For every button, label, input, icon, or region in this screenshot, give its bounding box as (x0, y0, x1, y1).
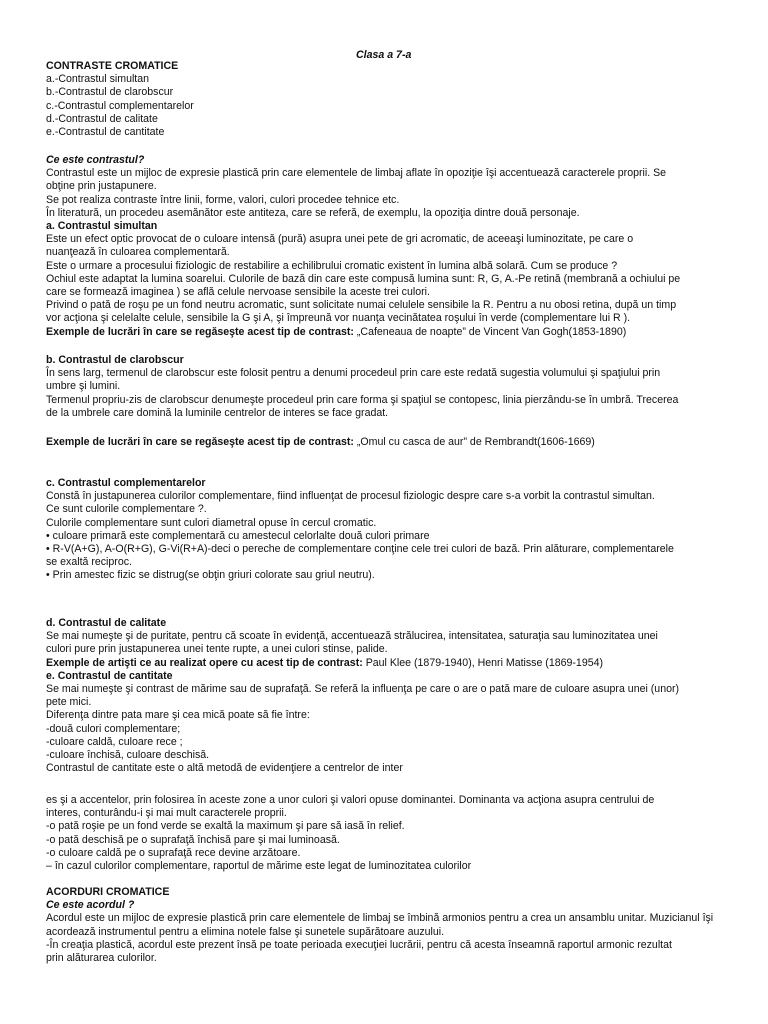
text-line: Este un efect optic provocat de o culoare intensă (pură) asupra unei pete de gri acromatic, de aceeaşi luminozitate, pe care o (46, 233, 634, 246)
contrast-item: a.-Contrastul simultan (46, 73, 150, 86)
text-line: interes, conturându-i şi mai mult caracterele proprii. (46, 807, 287, 820)
text-line: Privind o pată de roşu pe un fond neutru acromatic, sunt solicitate numai celulele sensibile la R. Pentru a nu obosi retina, după un timp (46, 299, 677, 312)
example-text: Paul Klee (1879-1940), Henri Matisse (1869-1954) (362, 656, 604, 669)
contrast-item: d.-Contrastul de calitate (46, 112, 158, 125)
text-line: În sens larg, termenul de clarobscur este folosit pentru a denumi procedeul prin care este redată sugestia volumului şi spaţiului prin (46, 367, 661, 380)
section-d-heading: d. Contrastul de calitate (46, 617, 167, 629)
contrast-item: b.-Contrastul de clarobscur (46, 86, 174, 99)
example-label: Exemple de lucrări în care se regăseşte acest tip de contrast: (46, 436, 354, 448)
text-line: acordează instrumentul pentru a elimina notele false şi sunetele supărătoare auzului. (46, 925, 445, 938)
text-line: vor acţiona şi celelalte celule, sensibile la G şi A, şi împreună vor nuanţa vecinătatea roşului în verde (complementare lui R ). (46, 312, 631, 325)
text-line: Se mai numeşte şi de puritate, pentru că scoate în evidenţă, accentuează strălucirea, intensitatea, saturaţia sau luminozitatea unei (46, 630, 658, 643)
text-line: Termenul propriu-zis de clarobscur denumeşte procedeul prin care forma şi spaţiul se contopesc, linia pierzându-se în umbră. Trecerea (46, 393, 679, 406)
section-a-example (46, 326, 722, 339)
acorduri-section (46, 886, 722, 965)
text-line: care se formează imaginea ) se află celule nervoase sensibile la aceste trei culori. (46, 286, 430, 299)
text-line: Se mai numeşte şi contrast de mărime sau de suprafaţă. Se referă la influenţa pe care o are o pată mare de culoare asupra unei (unor) (46, 683, 680, 696)
text-line: • culoare primară este complementară cu amestecul celorlalte două culori primare (46, 529, 430, 542)
example-text: „Cafeneaua de noapte” de Vincent Van Gogh(1853-1890) (353, 325, 627, 338)
intro-section (46, 154, 722, 339)
class-title: Clasa a 7-a (356, 49, 412, 61)
text-line: umbre şi lumini. (46, 380, 121, 393)
text-line: -În creaţia plastică, acordul este prezent însă pe toate perioada execuţiei lucrării, pentru că acesta înseamnă raportul armonic rezultat (46, 938, 672, 951)
text-line: obţine prin justapunere. (46, 180, 157, 193)
text-line: -o pată roşie pe un fond verde se exaltă la maximum şi pare să iasă în relief. (46, 820, 405, 833)
text-line: Diferenţa dintre pata mare şi cea mică poate să fie între: (46, 709, 310, 722)
section-e-continued (46, 794, 722, 873)
acorduri-heading: ACORDURI CROMATICE (46, 886, 170, 898)
text-line: În literatură, un procedeu asemănător este antiteza, care se referă, de exemplu, la opoziţia dintre două personaje. (46, 206, 580, 219)
contrasts-heading: CONTRASTE CROMATICE (46, 60, 179, 72)
text-line: Constă în justapunerea culorilor complementare, fiind influenţat de procesul fiziologic despre care s-a vorbit la contrastul simultan. (46, 490, 655, 503)
text-line: Culorile complementare sunt culori diametral opuse în cercul cromatic. (46, 516, 377, 529)
text-line: Contrastul este un mijloc de expresie plastică prin care elementele de limbaj aflate în opoziţie îşi accentuează caracterele proprii. Se (46, 167, 667, 180)
section-e-heading: e. Contrastul de cantitate (46, 669, 173, 682)
text-line: Este o urmare a procesului fiziologic de restabilire a echilibrului cromatic existent în lumina albă solară. Cum se produce ? (46, 259, 618, 272)
text-line: -o pată deschisă pe o suprafaţă închisă pare şi mai luminoasă. (46, 833, 340, 846)
acorduri-question: Ce este acordul ? (46, 899, 135, 912)
text-line: -o culoare caldă pe o suprafaţă rece devine arzătoare. (46, 846, 301, 859)
section-b-heading: b. Contrastul de clarobscur (46, 354, 184, 366)
text-line: de la umbrele care domină la luminile centrelor de interes se face gradat. (46, 406, 389, 419)
example-text: „Omul cu casca de aur” de Rembrandt(1606-1669) (353, 436, 595, 448)
text-line: Contrastul de cantitate este o altă metodă de evidenţiere a centrelor de inter (46, 762, 403, 775)
example-label: Exemple de artişti ce au realizat opere cu acest tip de contrast: (46, 656, 363, 669)
text-line: Ce sunt culorile complementare ?. (46, 503, 207, 516)
section-b-example (46, 436, 722, 449)
text-line: Ochiul este adaptat la lumina soarelui. Culorile de bază din care este compusă lumina sunt: R, G, A.-Pe retină (membrană a ochiului pe (46, 272, 681, 285)
text-line: -două culori complementare; (46, 722, 181, 735)
text-line: se exaltă reciproc. (46, 556, 132, 569)
contrasts-list (46, 60, 722, 139)
text-line: culori pure prin justapunerea unei tente rupte, a unei culori stinse, palide. (46, 643, 388, 656)
text-line: • R-V(A+G), A-O(R+G), G-Vi(R+A)-deci o pereche de complementare conţine cele trei culori de bază. Prin alăturare, complementarele (46, 543, 674, 556)
section-c-heading: c. Contrastul complementarelor (46, 477, 206, 489)
text-line: • Prin amestec fizic se distrug(se obţin griuri colorate sau griul neutru). (46, 569, 375, 582)
section-c (46, 477, 722, 583)
text-line: nuanţează în culoarea complementară. (46, 246, 230, 259)
text-line: Acordul este un mijloc de expresie plastică prin care elementele de limbaj se îmbină armonios pentru a crea un ansamblu unitar. Muzicianul îşi (46, 912, 714, 925)
contrast-item: c.-Contrastul complementarelor (46, 99, 194, 112)
section-a-heading: a. Contrastul simultan (46, 220, 158, 233)
text-line: Se pot realiza contraste între linii, forme, valori, culori procedee tehnice etc. (46, 193, 400, 206)
intro-question: Ce este contrastul? (46, 154, 145, 166)
example-label: Exemple de lucrări în care se regăseşte acest tip de contrast: (46, 325, 354, 338)
section-d-example (46, 657, 722, 670)
text-line: -culoare închisă, culoare deschisă. (46, 749, 210, 762)
contrast-item: e.-Contrastul de cantitate (46, 126, 165, 139)
text-line: pete mici. (46, 696, 92, 709)
text-line: – în cazul culorilor complementare, raportul de mărime este legat de luminozitatea culorilor (46, 860, 472, 873)
section-d (46, 617, 722, 775)
text-line: -culoare caldă, culoare rece ; (46, 735, 183, 748)
section-b (46, 354, 722, 420)
text-line: prin alăturarea culorilor. (46, 952, 157, 965)
text-line: es şi a accentelor, prin folosirea în aceste zone a unor culori şi valori opuse dominantei. Dominanta va acţiona asupra centrului de (46, 794, 655, 806)
